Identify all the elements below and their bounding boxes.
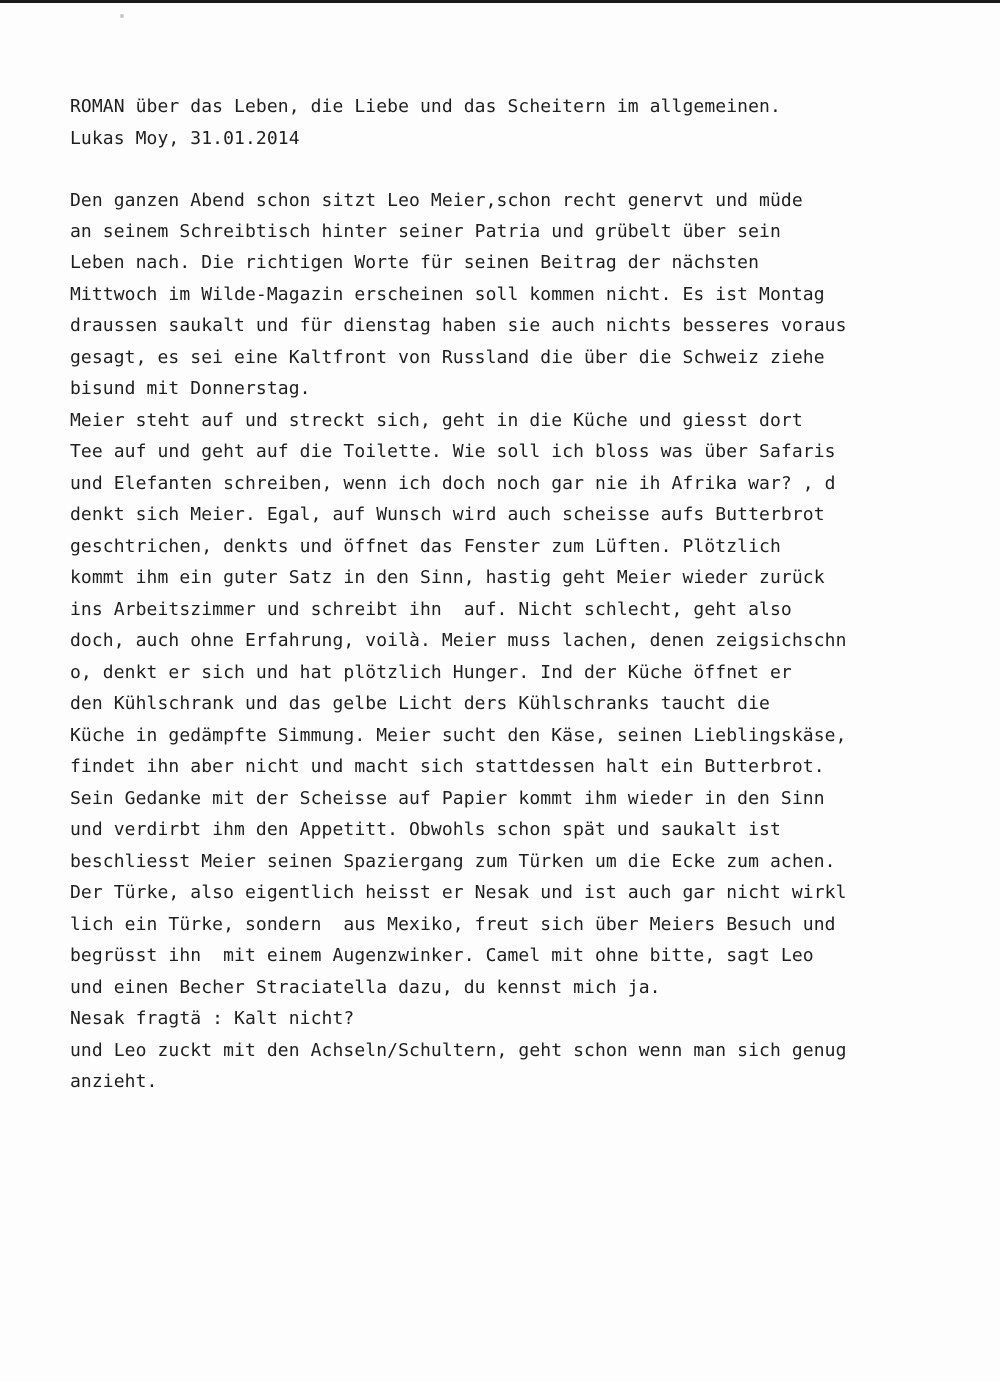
body-line: begrüsst ihn mit einem Augenzwinker. Camel mit ohne bitte, sagt Leo [70,945,814,966]
body-line: Mittwoch im Wilde-Magazin erscheinen soll kommen nicht. Es ist Montag [70,284,825,305]
document-title: ROMAN über das Leben, die Liebe und das Scheitern im allgemeinen. [70,96,781,117]
body-line: Leben nach. Die richtigen Worte für seinen Beitrag der nächsten [70,252,760,273]
body-line: Den ganzen Abend schon sitzt Leo Meier,schon recht genervt und müde [70,190,803,211]
body-line: Sein Gedanke mit der Scheisse auf Papier kommt ihm wieder in den Sinn [70,788,825,809]
body-line: draussen saukalt und für dienstag haben sie auch nichts besseres voraus [70,315,847,336]
body-line: Der Türke, also eigentlich heisst er Nesak und ist auch gar nicht wirkl [70,882,847,903]
body-line: beschliesst Meier seinen Spaziergang zum Türken um die Ecke zum achen. [70,851,836,872]
body-line: doch, auch ohne Erfahrung, voilà. Meier muss lachen, denen zeigsichschn [70,630,847,651]
body-line: bisund mit Donnerstag. [70,378,311,399]
body-line: ins Arbeitszimmer und schreibt ihn auf. Nicht schlecht, geht also [70,599,792,620]
author-date-line: Lukas Moy, 31.01.2014 [70,128,300,149]
body-line: lich ein Türke, sondern aus Mexiko, freut sich über Meiers Besuch und [70,914,836,935]
body-line: findet ihn aber nicht und macht sich stattdessen halt ein Butterbrot. [70,756,825,777]
body-line: anzieht. [70,1071,158,1092]
body-line: und Elefanten schreiben, wenn ich doch noch gar nie ih Afrika war? , d [70,473,836,494]
body-line: Nesak fragtä : Kalt nicht? [70,1008,355,1029]
body-line: Meier steht auf und streckt sich, geht in die Küche und giesst dort [70,410,803,431]
body-line: o, denkt er sich und hat plötzlich Hunger. Ind der Küche öffnet er [70,662,792,683]
body-line: und verdirbt ihm den Appetitt. Obwohls schon spät und saukalt ist [70,819,781,840]
body-line: und einen Becher Straciatella dazu, du kennst mich ja. [70,977,661,998]
body-line: an seinem Schreibtisch hinter seiner Patria und grübelt über sein [70,221,781,242]
body-line: gesagt, es sei eine Kaltfront von Russland die über die Schweiz ziehe [70,347,825,368]
body-line: denkt sich Meier. Egal, auf Wunsch wird auch scheisse aufs Butterbrot [70,504,825,525]
body-line: Küche in gedämpfte Simmung. Meier sucht den Käse, seinen Lieblingskäse, [70,725,847,746]
body-line: kommt ihm ein guter Satz in den Sinn, hastig geht Meier wieder zurück [70,567,825,588]
body-line: den Kühlschrank und das gelbe Licht ders Kühlschranks taucht die [70,693,770,714]
body-line: geschtrichen, denkts und öffnet das Fenster zum Lüften. Plötzlich [70,536,781,557]
body-line: Tee auf und geht auf die Toilette. Wie soll ich bloss was über Safaris [70,441,836,462]
body-line: und Leo zuckt mit den Achseln/Schultern, geht schon wenn man sich genug [70,1040,847,1061]
